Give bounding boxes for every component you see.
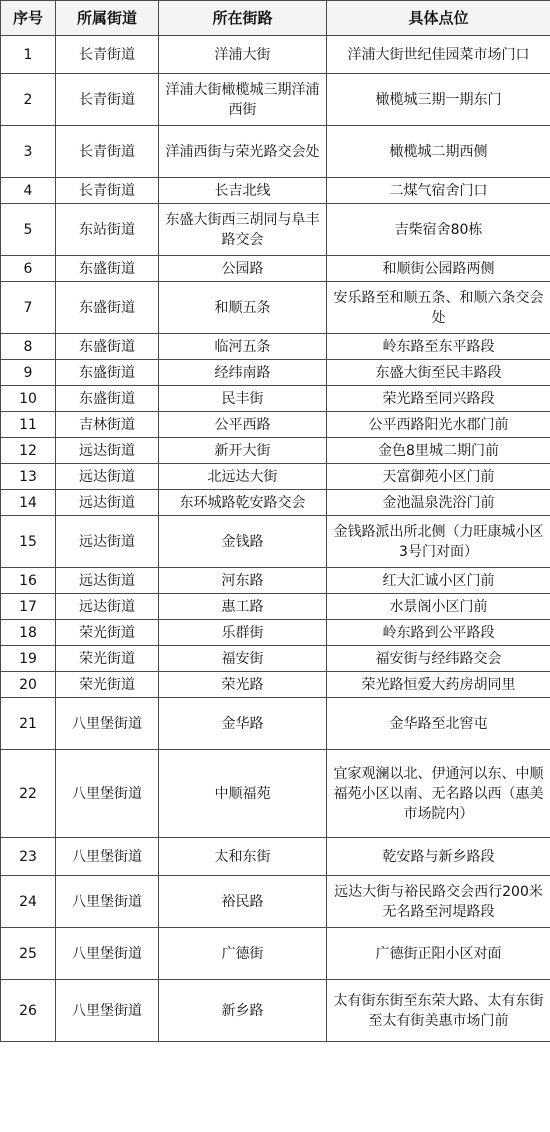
row-district: 荣光街道 (56, 672, 159, 698)
table-row (1, 464, 550, 490)
row-district: 吉林街道 (56, 412, 159, 438)
row-district: 长青街道 (56, 36, 159, 74)
row-district: 远达街道 (56, 490, 159, 516)
row-location: 天富御苑小区门前 (327, 464, 550, 490)
header-district: 所属街道 (56, 1, 159, 36)
row-district: 荣光街道 (56, 620, 159, 646)
row-location: 洋浦大街世纪佳园菜市场门口 (327, 36, 550, 74)
row-district: 东盛街道 (56, 360, 159, 386)
table-row (1, 672, 550, 698)
row-number: 15 (1, 516, 56, 568)
row-number: 5 (1, 204, 56, 256)
row-district: 长青街道 (56, 126, 159, 178)
row-number: 26 (1, 980, 56, 1042)
row-location: 宜家观澜以北、伊通河以东、中顺福苑小区以南、无名路以西（惠美市场院内） (327, 750, 550, 838)
row-number: 19 (1, 646, 56, 672)
table-row (1, 620, 550, 646)
row-location: 橄榄城三期一期东门 (327, 74, 550, 126)
table-row (1, 360, 550, 386)
row-road: 经纬南路 (159, 360, 327, 386)
row-number: 24 (1, 876, 56, 928)
row-district: 长青街道 (56, 74, 159, 126)
row-road: 公园路 (159, 256, 327, 282)
table-row (1, 126, 550, 178)
table-row (1, 412, 550, 438)
row-number: 2 (1, 74, 56, 126)
table-row (1, 594, 550, 620)
table-row (1, 568, 550, 594)
row-location: 公平西路阳光水郡门前 (327, 412, 550, 438)
row-road: 和顺五条 (159, 282, 327, 334)
table-row (1, 178, 550, 204)
row-location: 金池温泉洗浴门前 (327, 490, 550, 516)
row-number: 4 (1, 178, 56, 204)
row-number: 23 (1, 838, 56, 876)
row-number: 8 (1, 334, 56, 360)
table-row (1, 876, 550, 928)
table-row (1, 516, 550, 568)
row-road: 东环城路乾安路交会 (159, 490, 327, 516)
row-location: 乾安路与新乡路段 (327, 838, 550, 876)
row-number: 16 (1, 568, 56, 594)
row-location: 太有街东街至东荣大路、太有东街至太有街美惠市场门前 (327, 980, 550, 1042)
table-row (1, 256, 550, 282)
row-number: 18 (1, 620, 56, 646)
row-road: 长吉北线 (159, 178, 327, 204)
row-location: 远达大街与裕民路交会西行200米无名路至河堤路段 (327, 876, 550, 928)
row-location: 广德街正阳小区对面 (327, 928, 550, 980)
row-number: 13 (1, 464, 56, 490)
header-no: 序号 (1, 1, 56, 36)
row-location: 福安街与经纬路交会 (327, 646, 550, 672)
row-number: 11 (1, 412, 56, 438)
row-road: 广德街 (159, 928, 327, 980)
row-road: 新开大街 (159, 438, 327, 464)
table-row (1, 36, 550, 74)
table-row (1, 438, 550, 464)
table-row (1, 646, 550, 672)
table-row (1, 74, 550, 126)
row-number: 6 (1, 256, 56, 282)
row-road: 太和东街 (159, 838, 327, 876)
row-location: 水景阁小区门前 (327, 594, 550, 620)
row-location: 二煤气宿舍门口 (327, 178, 550, 204)
row-road: 金华路 (159, 698, 327, 750)
table-row (1, 838, 550, 876)
row-number: 12 (1, 438, 56, 464)
row-number: 21 (1, 698, 56, 750)
table-row (1, 204, 550, 256)
row-number: 10 (1, 386, 56, 412)
row-number: 7 (1, 282, 56, 334)
row-road: 惠工路 (159, 594, 327, 620)
row-district: 东盛街道 (56, 386, 159, 412)
row-district: 远达街道 (56, 438, 159, 464)
row-location: 岭东路至东平路段 (327, 334, 550, 360)
row-location: 橄榄城二期西侧 (327, 126, 550, 178)
row-district: 远达街道 (56, 594, 159, 620)
row-road: 洋浦大街橄榄城三期洋浦西街 (159, 74, 327, 126)
row-number: 1 (1, 36, 56, 74)
table-row (1, 490, 550, 516)
row-road: 福安街 (159, 646, 327, 672)
table-row (1, 928, 550, 980)
row-road: 民丰街 (159, 386, 327, 412)
row-location: 金华路至北窖屯 (327, 698, 550, 750)
row-district: 八里堡街道 (56, 750, 159, 838)
row-location: 岭东路到公平路段 (327, 620, 550, 646)
row-road: 临河五条 (159, 334, 327, 360)
row-location: 吉柴宿舍80栋 (327, 204, 550, 256)
row-location: 东盛大街至民丰路段 (327, 360, 550, 386)
row-road: 公平西路 (159, 412, 327, 438)
row-number: 25 (1, 928, 56, 980)
row-district: 荣光街道 (56, 646, 159, 672)
row-number: 22 (1, 750, 56, 838)
row-road: 洋浦西街与荣光路交会处 (159, 126, 327, 178)
row-location: 荣光路恒爱大药房胡同里 (327, 672, 550, 698)
row-district: 东盛街道 (56, 334, 159, 360)
row-district: 八里堡街道 (56, 876, 159, 928)
header-location: 具体点位 (327, 1, 550, 36)
row-district: 长青街道 (56, 178, 159, 204)
row-location: 和顺街公园路两侧 (327, 256, 550, 282)
header-road: 所在街路 (159, 1, 327, 36)
row-location: 红大汇诚小区门前 (327, 568, 550, 594)
row-road: 北远达大街 (159, 464, 327, 490)
row-district: 八里堡街道 (56, 928, 159, 980)
row-road: 金钱路 (159, 516, 327, 568)
row-district: 远达街道 (56, 516, 159, 568)
table-row (1, 698, 550, 750)
row-road: 中顺福苑 (159, 750, 327, 838)
row-road: 乐群街 (159, 620, 327, 646)
row-road: 裕民路 (159, 876, 327, 928)
row-location: 金色8里城二期门前 (327, 438, 550, 464)
row-district: 东站街道 (56, 204, 159, 256)
row-district: 八里堡街道 (56, 838, 159, 876)
row-district: 东盛街道 (56, 256, 159, 282)
row-road: 东盛大街西三胡同与阜丰路交会 (159, 204, 327, 256)
row-road: 新乡路 (159, 980, 327, 1042)
table-row (1, 334, 550, 360)
row-district: 八里堡街道 (56, 980, 159, 1042)
row-road: 洋浦大街 (159, 36, 327, 74)
row-location: 安乐路至和顺五条、和顺六条交会处 (327, 282, 550, 334)
row-number: 17 (1, 594, 56, 620)
row-number: 20 (1, 672, 56, 698)
row-location: 荣光路至同兴路段 (327, 386, 550, 412)
row-road: 河东路 (159, 568, 327, 594)
row-location: 金钱路派出所北侧（力旺康城小区3号门对面） (327, 516, 550, 568)
row-district: 东盛街道 (56, 282, 159, 334)
row-road: 荣光路 (159, 672, 327, 698)
row-district: 远达街道 (56, 568, 159, 594)
table-row (1, 980, 550, 1042)
row-district: 远达街道 (56, 464, 159, 490)
table-row (1, 282, 550, 334)
row-number: 14 (1, 490, 56, 516)
row-district: 八里堡街道 (56, 698, 159, 750)
table-row (1, 750, 550, 838)
header-row (1, 1, 550, 36)
row-number: 3 (1, 126, 56, 178)
table-row (1, 386, 550, 412)
row-number: 9 (1, 360, 56, 386)
